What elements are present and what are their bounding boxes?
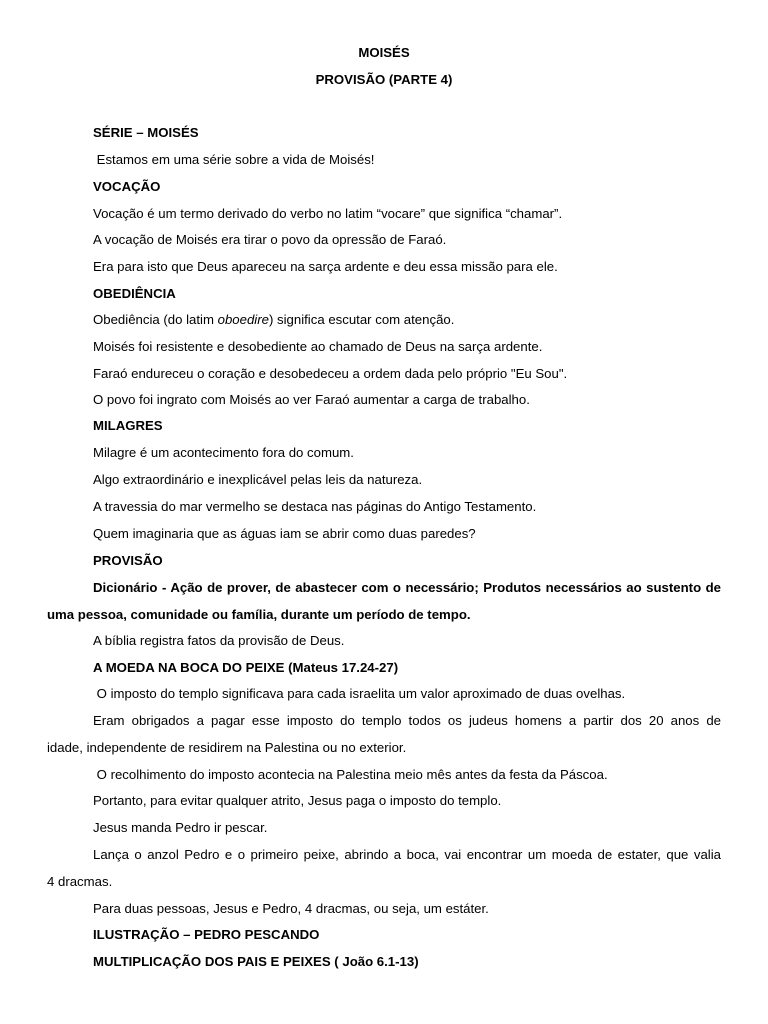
moeda-line-4: Portanto, para evitar qualquer atrito, Jesus paga o imposto do templo. [93,793,502,808]
moeda-line-7: Para duas pessoas, Jesus e Pedro, 4 dracmas, ou seja, um estáter. [93,901,489,916]
page-subtitle: PROVISÃO (PARTE 4) [315,72,453,87]
vocacao-line-3: Era para isto que Deus apareceu na sarça ardente e deu essa missão para ele. [93,259,558,274]
moeda-line-3: O recolhimento do imposto acontecia na Palestina meio mês antes da festa da Páscoa. [93,767,608,782]
moeda-line-6b: 4 dracmas. [47,874,113,889]
milagres-heading: MILAGRES [93,418,163,433]
page-title: MOISÉS [358,45,410,60]
obediencia-line-1-end: ) significa escutar com atenção. [268,312,455,327]
obediencia-line-2: Moisés foi resistente e desobediente ao chamado de Deus na sarça ardente. [93,339,543,354]
obediencia-line-3: Faraó endureceu o coração e desobedeceu a ordem dada pelo próprio "Eu Sou". [93,366,568,381]
moeda-line-2a: Eram obrigados a pagar esse imposto do templo todos os judeus homens a partir dos 20 anos de [93,713,721,728]
moeda-line-5: Jesus manda Pedro ir pescar. [93,820,268,835]
obediencia-line-1-start: Obediência (do latim [93,312,218,327]
vocacao-heading: VOCAÇÃO [93,179,161,194]
multiplicacao-heading: MULTIPLICAÇÃO DOS PAIS E PEIXES ( João 6.1-13) [93,954,419,969]
latin-term: oboedire [217,312,269,327]
milagres-line-3: A travessia do mar vermelho se destaca nas páginas do Antigo Testamento. [93,499,537,514]
moeda-line-6a: Lança o anzol Pedro e o primeiro peixe, abrindo a boca, vai encontrar um moeda de estater, que valia [93,847,721,862]
serie-text: Estamos em uma série sobre a vida de Moisés! [93,152,375,167]
moeda-heading: A MOEDA NA BOCA DO PEIXE (Mateus 17.24-27) [93,660,399,675]
serie-heading: SÉRIE – MOISÉS [93,125,199,140]
milagres-line-1: Milagre é um acontecimento fora do comum. [93,445,354,460]
provisao-dictionary-line-2: uma pessoa, comunidade ou família, durante um período de tempo. [47,607,471,622]
obediencia-line-1 [93,311,454,329]
provisao-dictionary-line-1: Dicionário - Ação de prover, de abastecer com o necessário; Produtos necessários ao sustento de [93,580,721,595]
vocacao-line-1: Vocação é um termo derivado do verbo no latim “vocare” que significa “chamar”. [93,206,563,221]
obediencia-line-4: O povo foi ingrato com Moisés ao ver Faraó aumentar a carga de trabalho. [93,392,530,407]
moeda-line-2b: idade, independente de residirem na Palestina ou no exterior. [47,740,407,755]
vocacao-line-2: A vocação de Moisés era tirar o povo da opressão de Faraó. [93,232,447,247]
milagres-line-4: Quem imaginaria que as águas iam se abrir como duas paredes? [93,526,476,541]
provisao-heading: PROVISÃO [93,553,163,568]
obediencia-heading: OBEDIÊNCIA [93,286,176,301]
provisao-biblia: A bíblia registra fatos da provisão de Deus. [93,633,345,648]
moeda-line-1: O imposto do templo significava para cada israelita um valor aproximado de duas ovelhas. [93,686,626,701]
ilustracao-heading: ILUSTRAÇÃO – PEDRO PESCANDO [93,927,320,942]
milagres-line-2: Algo extraordinário e inexplicável pelas leis da natureza. [93,472,423,487]
